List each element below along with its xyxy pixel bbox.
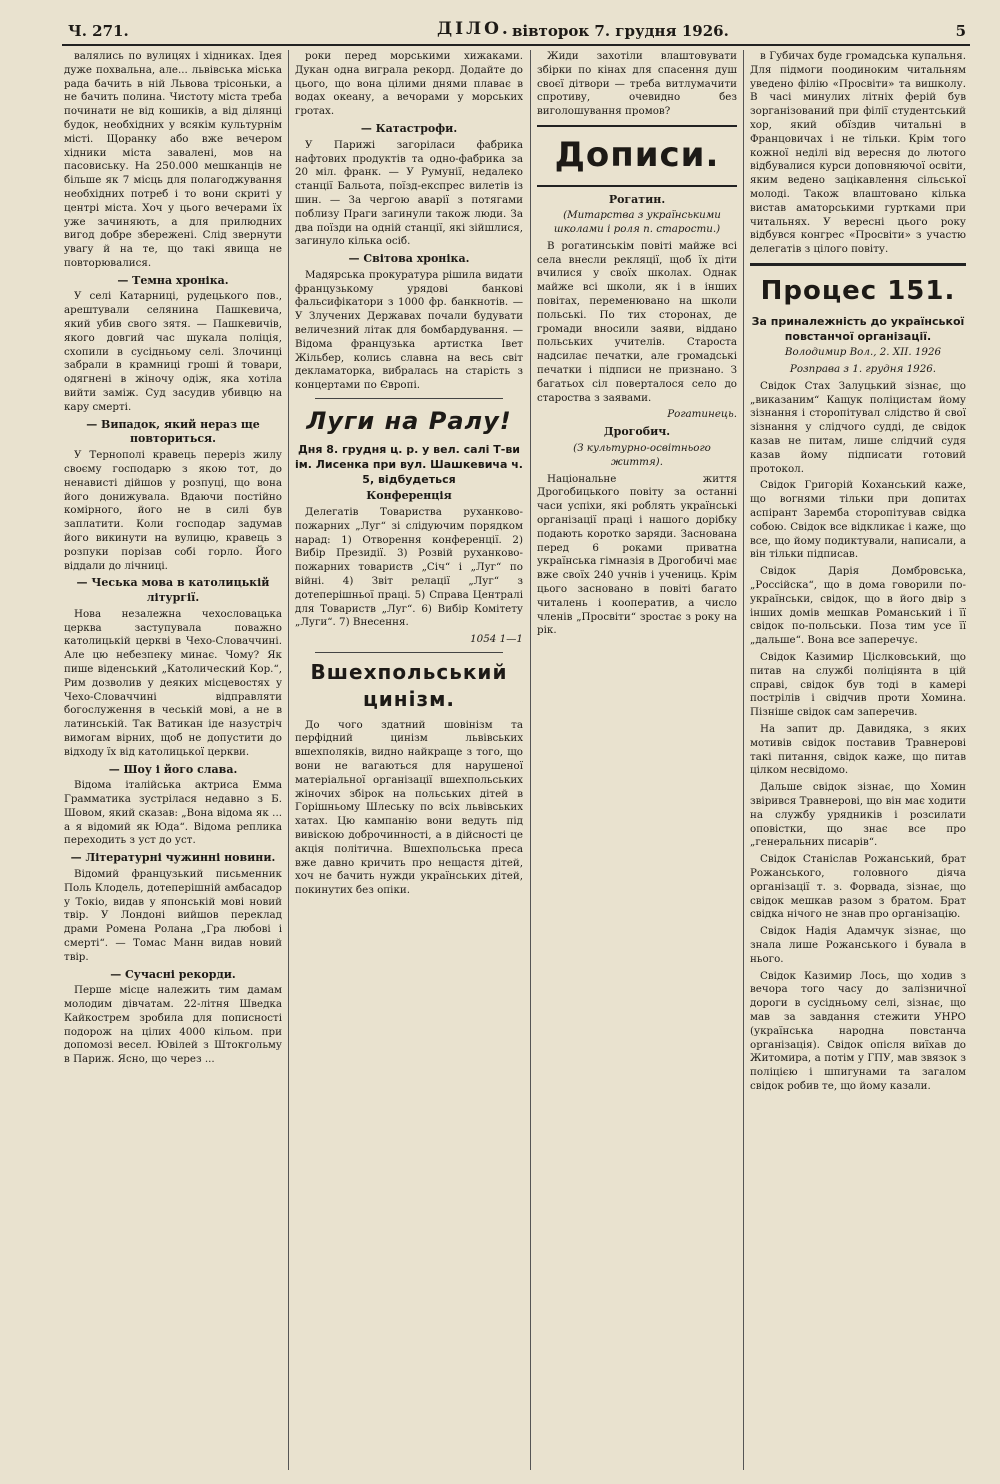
section-heading: — Випадок, який нераз ще повториться. <box>86 417 260 446</box>
article-text: Відомий французький письменник Поль Клодель, дотеперішній амбасадор у Токіо, видав у японській мові новий твір. У Лондоні вийшов переклад драми Ромена Ролана „Гра любові і смерті“. — Томас Манн видав новий твір. <box>64 867 282 963</box>
page-number: 5 <box>955 22 966 40</box>
article-text: роки перед морськими хижаками. Дукан одна виграла рекорд. Додайте до цього, що вона цілими днями плаває в водах океану, а вечорами у морських гротах. <box>295 50 523 118</box>
article-text: в Губичах буде громадська купальня. Для підмоги поодиноким читальням уведено філію «Просвіти» та вишколу. В часі минулих літніх ферій був зорганізований при філії студентський хор, який обїздив читальні в Францовичах і не тільки. Крім того кожної неділі від вересня до лютого відбувалися курси доповняючої освіти, яким ведено зацікавлення сільської молоді. Також влаштовано кілька вистав аматорськими гуртками при читальнях. У вересні цього року відбувся конгрес «Просвіти» з участю делегатів з цілого повіту. <box>750 50 966 256</box>
trial-headline: Процес 151. <box>750 263 966 309</box>
article-text: Національне життя Дрогобицького повіту за останні часи успіхи, які роблять українські організації праці і нашого дорібку подають коротко заряди. Заснована перед 6 роками приватна українська гімназія в Дрогобичі має вже своїх 240 учнів і учениць. Крім цього засновано в повіті багато читалень і кооператив, а число членів „Просвіти“ зростає з року на рік. <box>537 472 737 637</box>
column-2 <box>295 50 523 1470</box>
section-heading: — Чеська мова в католицькій літургії. <box>76 576 270 605</box>
article-text: У селі Катарниці, рудецького пов., арештували селянина Пашкевича, який убив свого зятя. — Пашкевичів, якого довгий час шукала поліція, схопили в сусідньому селі. Злочинці забрали в крамниці гроші й товари, одягнені в жіночу одіж, яка хотіла вийти заміж. Суд засудив убивцю на кару смерті. <box>64 290 282 413</box>
issue-number: Ч. 271. <box>68 22 129 40</box>
article-text: Свідок Надія Адамчук зізнає, що знала лише Рожанського і бувала в нього. <box>750 925 966 965</box>
column-3 <box>537 50 737 1470</box>
issue-date: вівторок 7. грудня 1926. <box>512 22 729 40</box>
section-headline: Дописи. <box>537 125 737 187</box>
article-text: Жиди захотіли влаштовувати збірки по кінах для спасення душ своєї дітвори — треба витлумачити спротиву, очевидно без виголошування промов? <box>537 50 737 118</box>
section-heading: — Літературні чужинні новини. <box>70 851 276 865</box>
dispatch-signature: Рогатинець. <box>667 408 737 421</box>
article-text: валялись по вулицях і хідниках. Ідея дуже похвальна, але... львівська міська рада бачить в ній Львова трісоньки, а не бачить полина. Чистоту міста треба починати не від кошиків, а від ділянці будок, необхідних у всякім культурнім місті. Щоранку або вже вечером хідники міста завалені, мов на пасовиську. На 250.000 мешканців не більше як 7 місць для полагоджування необхідних потреб і то вони скриті у центрі міста. Хоч у цього вечерами їх уже зачиняють, а для прилюдних вигод добре збережені. Слід звернути увагу й на те, що такі явища не повторювалися. <box>64 50 282 269</box>
article-text: В рогатинськім повіті майже всі села внесли рекляції, щоб їх діти вчилися у своїх школах. Однак майже всі школи, як і в інших повітах, переменювано на школи польські. Пo тих сторонах, де громади вносили заяви, віддано польських учителів. Староста нaдсилає печатки, але громадські печатки і підписи не признано. З багатьох сіл поверталося село до староства з заявами. <box>537 239 737 404</box>
article-text: Відома італійська актриса Емма Грамматика зустрілася недавно з Б. Шовом, який сказав: „Вона відома як ... а я відомий як Юда“. Відома реплика переходить з уст до уст. <box>64 779 282 847</box>
section-heading: — Катастрофи. <box>360 121 458 135</box>
article-text: До чого здатний шовінізм та перфідний цинізм львівських вшехполяків, видно найкраще з того, що вони не вагаються для нарушеної матеріальної організації вшехпольських жіночих збірок на польських дітей в Горішньому Шлеську по всіх львівських хатах. Цю кампанію вони ведуть під вивіскою доброчинності, а в дійсності це акція політична. Вшехпольська преса вже давно кричить про нещастя дітей, хоч не бачить нужди українських дітей, покинутих без опіки. <box>295 718 523 897</box>
column-rule <box>743 50 744 1470</box>
dispatch-subtitle: (З культурно-освітнього життя). <box>573 441 711 468</box>
divider <box>315 398 503 399</box>
conference-heading: Конференція <box>366 489 452 503</box>
article-text: Свідок Григорій Коханський каже, що вогнями тільки при допитах аспірант Заремба сторопітував свідка собою. Свідок все відкликає і каже, що все, що йому подиктували, написали, а він тільки підписав. <box>750 479 966 561</box>
ad-code: 1054 1—1 <box>470 633 523 646</box>
divider <box>315 652 503 653</box>
article-text: Свідок Казимир Ціслковський, що питав на службі поліціянта в цій справі, свідок був тоді в камері пострілів і свідчив проти Хомина. Пізніше свідок сам заперечив. <box>750 650 966 719</box>
article-text: Перше місце належить тим дамам молодим дівчатам. 22-літня Шведка Кайкострем зробила для пописності подорож на цілих 4000 кільом. при допомозі весел. Ювілей з Штокгольму в Париж. Ясно, що через ... <box>64 984 282 1066</box>
dispatch-place: Дрогобич. <box>603 425 671 439</box>
section-heading: — Темна хроніка. <box>117 273 229 287</box>
article-text: Свідок Дарія Домбровська, „Росcійска“, що в дома говорили по-українськи, свідок, що в його двір з інших домів мешкав Романський і її свідок по-польськи. Поза тим усе її „дальше“. Вона все заперечує. <box>750 565 966 647</box>
article-text: На запит др. Давидяка, з яких мотивів свідок поставив Травнерові такі питання, свідок каже, що питав цілком несвідомо. <box>750 722 966 777</box>
announcement-headline: Луги на Ралу! <box>306 407 512 435</box>
article-text: У Парижі загоріласи фабрика нафтових продуктів та одно-фабрика за 20 міл. франк. — У Румунії, недалеко станції Бальота, поїзд-експрес вилетів із шин. — За чергою аварії з потягами поблизу Праги загинули також люди. За два поїзди на одній станції, які зійшлися, загинуло кілька осіб. <box>295 138 523 248</box>
conference-text: Делегатів Товариства руханково-пожарних „Луг“ зі слідуючим порядком нарад: 1) Отворення конференції. 2) Вибір Президії. 3) Розвій руханково-пожарних товариств „Січ“ і „Луг“ по війні. 4) Звіт релації „Луг“ з дотеперішньої праці. 5) Справа Централі для Товариств „Луг“. 6) Вибір Комітету „Луги“. 7) Внесення. <box>295 506 523 629</box>
column-1 <box>64 50 282 1470</box>
article-headline: Вшехпольський цинізм. <box>310 660 508 711</box>
article-text: Свідок Станіслав Рожанський, брат Рожанського, головного діяча організації т. з. Форвада, зізнає, що свідок мешкав разом з братом. Брат свідка нічого не знав про організацію. <box>750 853 966 921</box>
article-text: Свідок Стах Залуцький зізнає, що „виказаним“ Кащук поліцистам йому зізнання і сторопітувал слідство й свої зізнання у слідчого судді, де свідок казав не питам, лише слідчий судя казав йому підписати готовий протокол. <box>750 379 966 475</box>
column-rule <box>530 50 531 1470</box>
masthead <box>62 14 970 46</box>
article-text: У Тернополі кравець переріз жилу своєму господарю з якою тот, до ненависті дійшов у розпуці, що вона його донижувала. Вдаючи постійно комірного, його не в силі був заплатити. Коли господар задумав його викинути на вулицю, кравець з розпуки порізав собі горло. Його віддали до лічниці. <box>64 449 282 572</box>
trial-session: Розправа з 1. грудня 1926. <box>789 363 937 376</box>
article-text: Дальше свідок зізнає, що Хомин звірився Травнерові, що він має ходити на службу урядників і розсилати оповістки, що знає все про „генеральних писарів“. <box>750 781 966 849</box>
column-4 <box>750 50 966 1470</box>
section-heading: — Світова хроніка. <box>348 252 470 266</box>
section-heading: — Сучасні рекорди. <box>110 967 236 981</box>
article-text: Мадярська прокуратура рішила видати французькому урядові банкові фальсифікатори з 1000 фр. банкнотів. — У Злучених Державах почали будувати величезний літак для бомбардування. — Відома французька артистка Івет Жільбер, колись славна на весь світ декламаторка, вибралась на старість з концертами по Європі. <box>295 268 523 392</box>
column-rule <box>288 50 289 1470</box>
dispatch-place: Рогатин. <box>608 192 666 206</box>
section-heading: — Шоу і його слава. <box>108 762 238 776</box>
article-text: Нова незалежна чехословацька церква заступувала поважно католицькій церкві в Чехо-Словаччині. Але цю небезпеку минає. Чому? Як пише віденський „Католический Кор.“, Рим дозволив у деяких місцевостях у Чехо-Словаччині відправляти богослуження в чеській мові, а не в латинській. Так Ватикан іде назустріч вимогам вірних, щоб не допустити до відходу їх від католицької церкви. <box>64 607 282 758</box>
article-text: Свідок Казимир Лось, що ходив з вечора того часу до залізничної дороги в сусідньому селі, зізнає, що мав за завдання стежити УНРО (українська народна повстанча організація). Свідок опісля виїхав до Житомира, а потім у ГПУ, мав звязок з поліцією і шпигунами та загалом свідок робив те, що йому казали. <box>750 969 966 1092</box>
trial-subheading: За приналежність до української повстанчої організації. <box>751 314 965 343</box>
announcement-intro: Дня 8. грудня ц. р. у вел. салі Т-ви ім. Лисенка при вул. Шашкевича ч. 5, відбудеться <box>295 443 523 486</box>
trial-dateline: Володимир Вол., 2. XII. 1926 <box>784 346 942 359</box>
newspaper-title: ДІЛО. <box>437 19 511 39</box>
dispatch-subtitle: (Митарства з українськими школами і роля п. старости.) <box>553 209 721 236</box>
